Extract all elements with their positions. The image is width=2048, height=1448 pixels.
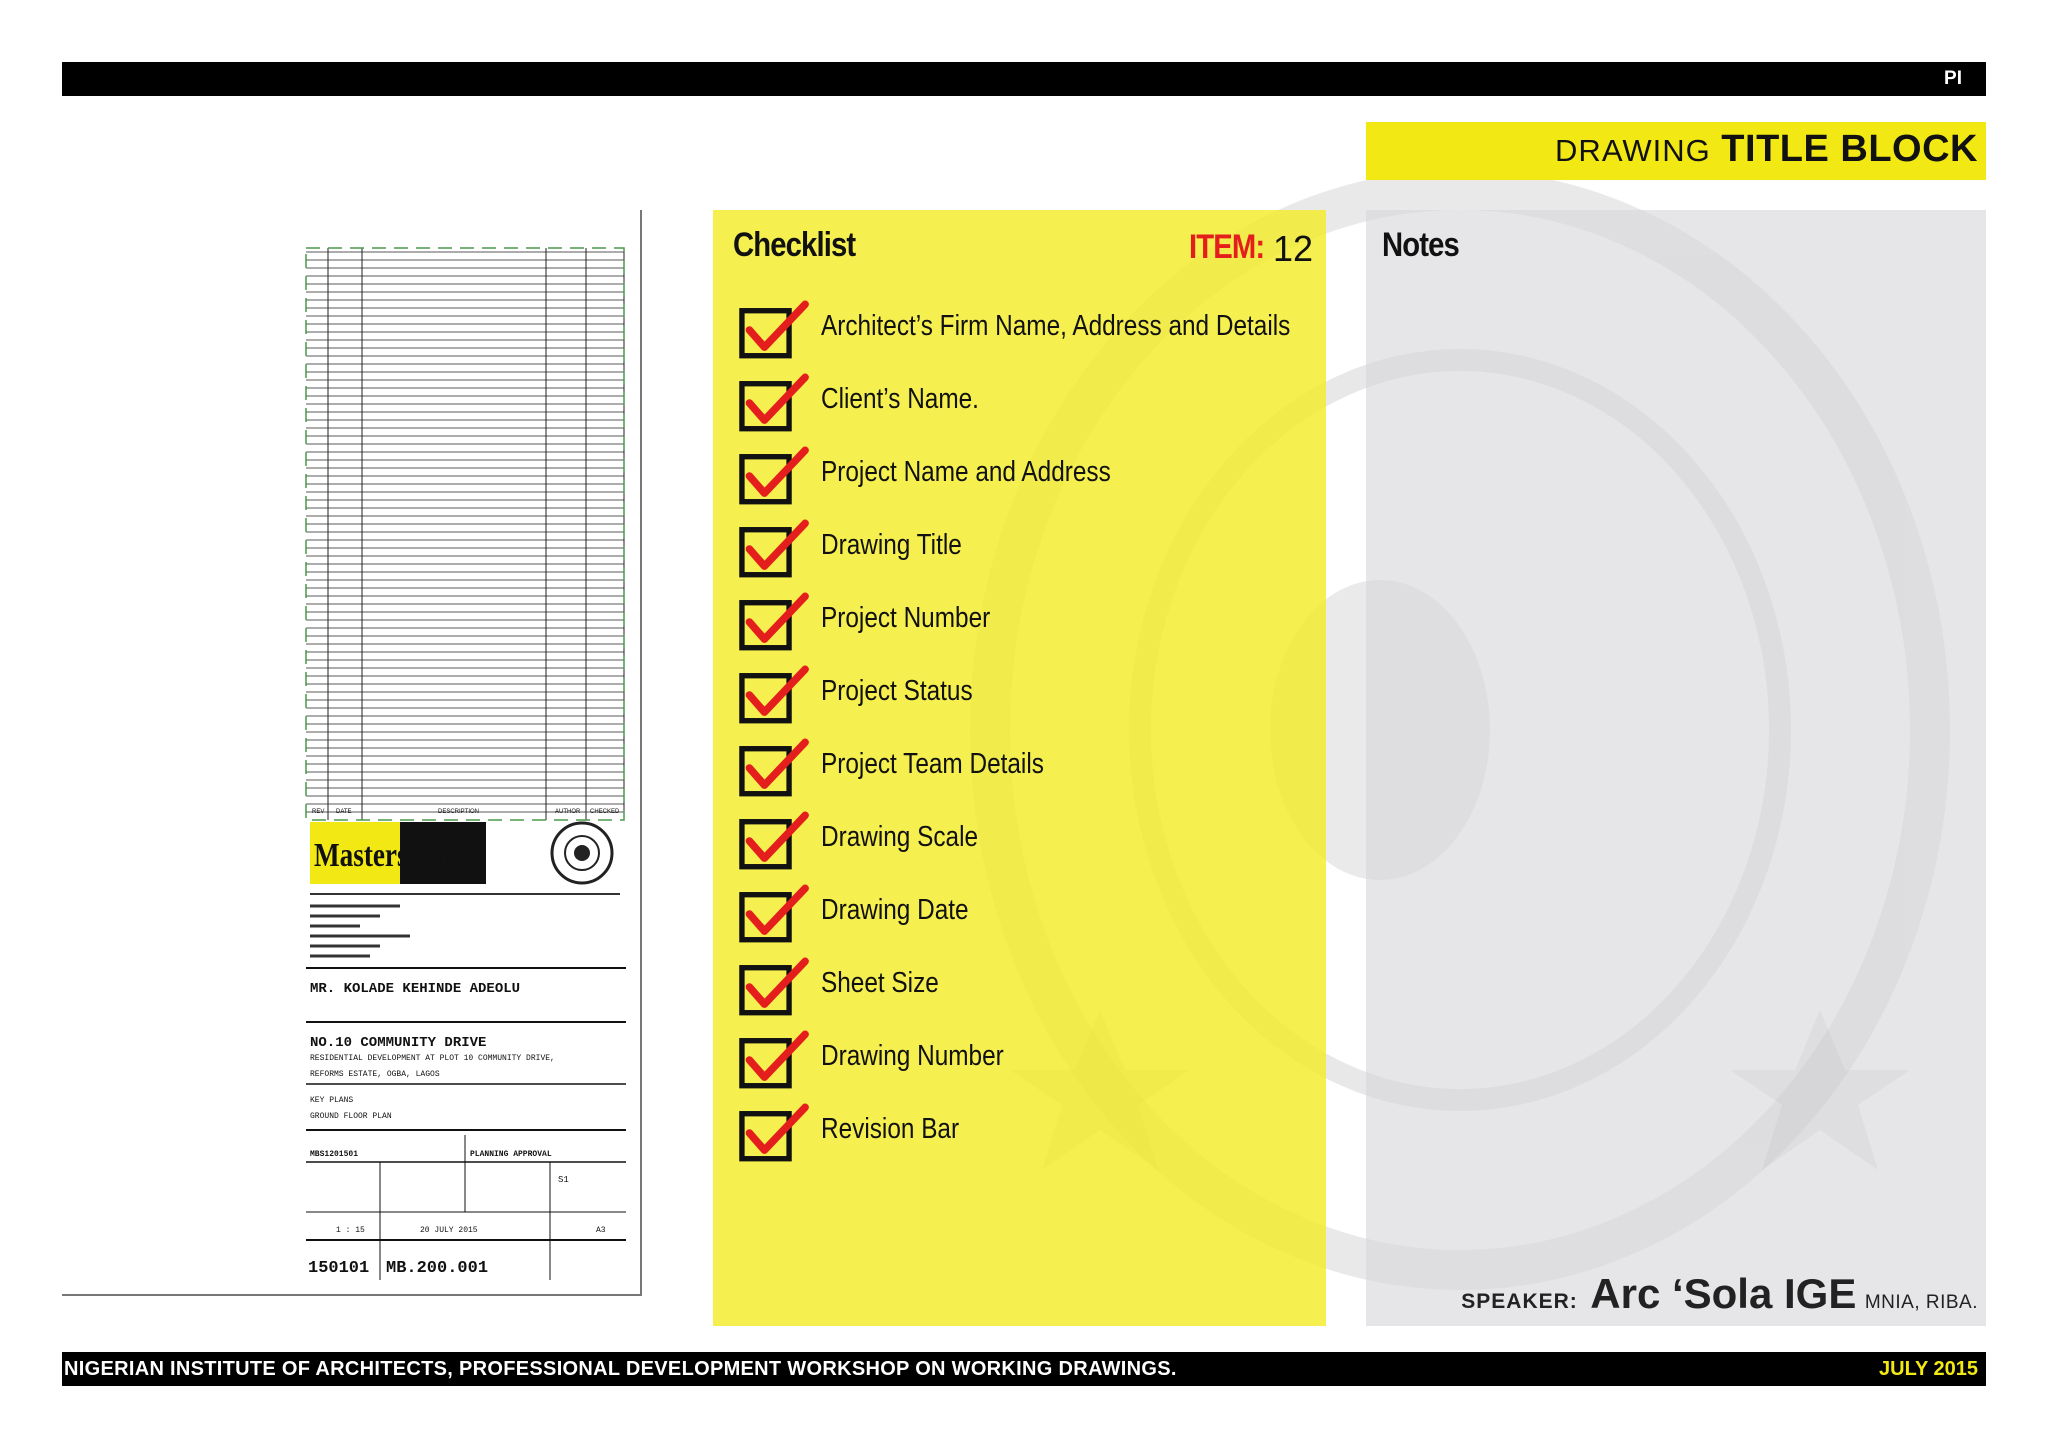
checkbox-checked-icon [733,373,813,433]
notes-heading: Notes [1382,226,1459,264]
checkbox-checked-icon [733,1103,813,1163]
checklist-item [733,811,1313,871]
item-label: ITEM: [1189,228,1265,266]
rev-header-rev: REV [312,809,325,815]
checklist-item-label: Client’s Name. [821,383,979,415]
checklist-item [733,665,1313,725]
checkbox-checked-icon [733,811,813,871]
checklist-item [733,446,1313,506]
checklist-item [733,1103,1313,1163]
revision-grid [306,248,624,820]
notes-panel [1366,210,1986,1326]
checkbox-checked-icon [733,738,813,798]
drawing-scale: 1 : 15 [336,1226,365,1235]
checklist-panel [713,210,1326,1326]
footer-bar [62,1352,1986,1386]
drawing-number: MB.200.001 [386,1259,489,1278]
checklist-item [733,519,1313,579]
checklist-item [733,884,1313,944]
drawing-title-2: GROUND FLOOR PLAN [310,1112,392,1121]
checklist-item [733,373,1313,433]
checklist-item [733,300,1313,360]
checklist-item [733,957,1313,1017]
project-name: NO.10 COMMUNITY DRIVE [310,1035,487,1051]
checklist-item-label: Project Status [821,675,973,707]
checkbox-checked-icon [733,665,813,725]
title-block-illustration [300,240,632,1292]
item-number: 12 [1273,228,1314,269]
project-number: MBS1201501 [310,1150,359,1159]
title-band [1366,122,1986,180]
checkbox-checked-icon [733,592,813,652]
checklist-heading: Checklist [733,226,856,264]
speaker-label: SPEAKER: [1461,1290,1578,1313]
checkbox-checked-icon [733,446,813,506]
client-name: MR. KOLADE KEHINDE ADEOLU [310,981,521,997]
checklist-item-label: Architect’s Firm Name, Address and Details [821,310,1291,342]
checklist-item-label: Drawing Number [821,1040,1004,1072]
checklist-item-label: Project Team Details [821,748,1044,780]
checkbox-checked-icon [733,884,813,944]
sheet-ref: S1 [558,1175,569,1185]
footer-date: JULY 2015 [1879,1358,1978,1380]
slide-title-light: DRAWING [1555,133,1711,168]
drawing-date: 20 JULY 2015 [420,1226,478,1235]
rev-header-description: DESCRIPTION [438,809,480,815]
speaker-suffix: MNIA, RIBA. [1864,1292,1978,1313]
checkbox-checked-icon [733,519,813,579]
drawing-code: 150101 [308,1259,370,1278]
project-address-1: RESIDENTIAL DEVELOPMENT AT PLOT 10 COMMUNITY DRIVE, [310,1054,555,1063]
checklist-item [733,1030,1313,1090]
checklist-item-label: Sheet Size [821,967,939,999]
firm-logo: Masterstrokes [314,836,480,874]
speaker-name: Arc ‘Sola IGE [1590,1270,1857,1317]
rev-header-date: DATE [336,809,352,815]
checklist-item-label: Drawing Date [821,894,969,926]
slide-title-bold: TITLE BLOCK [1721,128,1978,170]
project-address-2: REFORMS ESTATE, OGBA, LAGOS [310,1070,440,1079]
checkbox-checked-icon [733,957,813,1017]
speaker-credit [1461,1270,1978,1318]
top-bar [62,62,1986,96]
slide-code: PI [1944,68,1962,89]
checklist-item-label: Project Name and Address [821,456,1111,488]
checklist-item-label: Drawing Title [821,529,962,561]
checklist-item-label: Revision Bar [821,1113,960,1145]
rev-header-author: AUTHOR [555,809,581,815]
checkbox-checked-icon [733,1030,813,1090]
checklist-item-label: Drawing Scale [821,821,979,853]
rev-header-checked: CHECKED [590,809,620,815]
checklist-item [733,592,1313,652]
checklist-item-label: Project Number [821,602,991,634]
drawing-title-1: KEY PLANS [310,1096,354,1105]
checklist-item [733,738,1313,798]
checkbox-checked-icon [733,300,813,360]
sheet-size: A3 [596,1226,606,1235]
footer-text: NIGERIAN INSTITUTE OF ARCHITECTS, PROFESSIONAL DEVELOPMENT WORKSHOP ON WORKING DRAWINGS. [64,1358,1177,1380]
project-status: PLANNING APPROVAL [470,1150,552,1159]
slide-title [1555,128,1978,171]
